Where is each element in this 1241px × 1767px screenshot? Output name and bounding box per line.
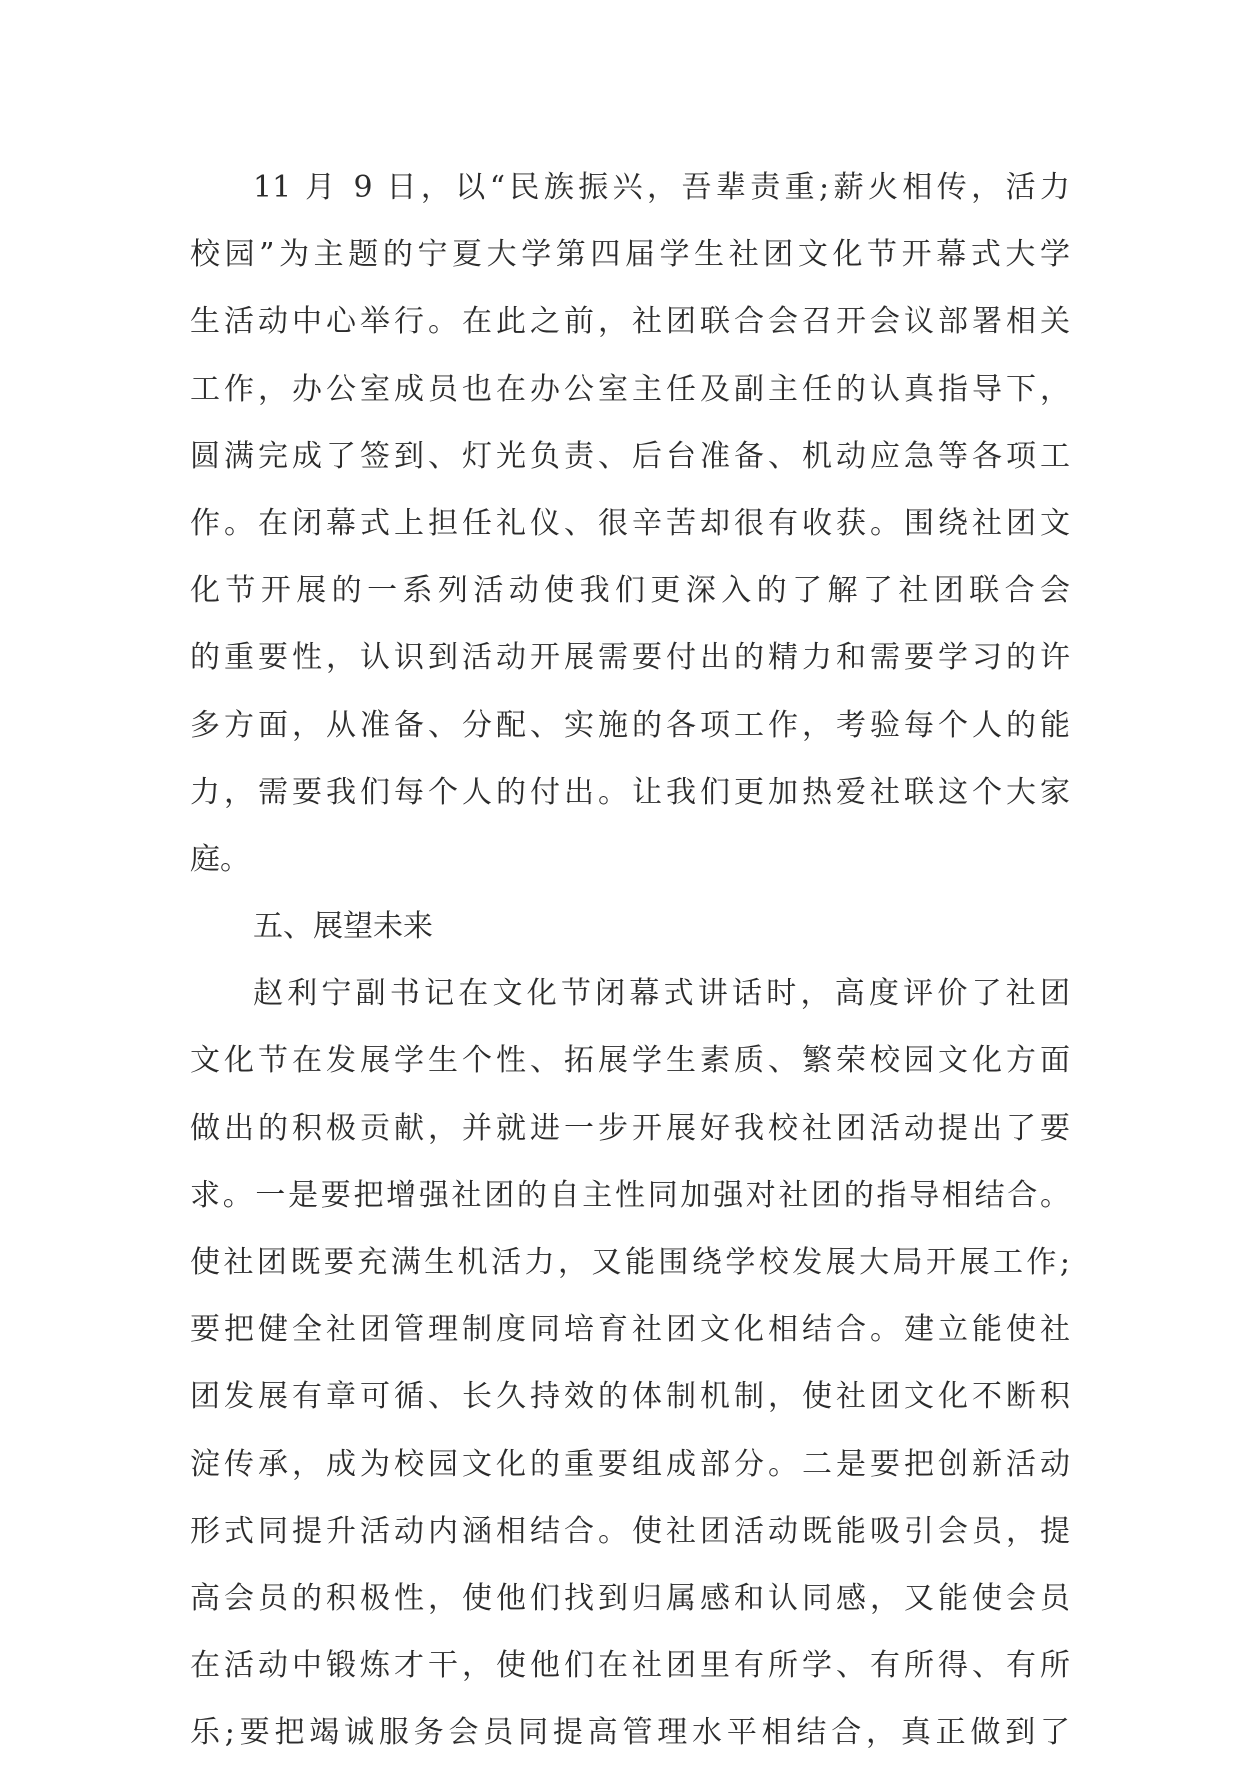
paragraph-line: 求。一是要把增强社团的自主性同加强对社团的指导相结合。 [190, 1177, 1070, 1213]
paragraph-line: 生活动中心举行。在此之前，社团联合会召开会议部署相关 [190, 304, 1070, 340]
paragraph-line: 庭。 [190, 841, 250, 877]
paragraph-line: 使社团既要充满生机活力，又能围绕学校发展大局开展工作; [190, 1245, 1070, 1280]
paragraph-line: 校园”为主题的宁夏大学第四届学生社团文化节开幕式大学 [190, 237, 1070, 273]
paragraph-line: 文化节在发展学生个性、拓展学生素质、繁荣校园文化方面 [190, 1043, 1070, 1079]
paragraph-line: 做出的积极贡献，并就进一步开展好我校社团活动提出了要 [190, 1110, 1070, 1146]
paragraph-line: 高会员的积极性，使他们找到归属感和认同感，又能使会员 [190, 1580, 1070, 1616]
paragraph-line: 淀传承，成为校园文化的重要组成部分。二是要把创新活动 [190, 1446, 1070, 1482]
paragraph-line: 团发展有章可循、长久持效的体制机制，使社团文化不断积 [190, 1379, 1070, 1415]
paragraph-line: 乐;要把竭诚服务会员同提高管理水平相结合，真正做到了 [190, 1715, 1070, 1751]
paragraph-line: 工作，办公室成员也在办公室主任及副主任的认真指导下， [190, 371, 1070, 407]
paragraph-line: 形式同提升活动内涵相结合。使社团活动既能吸引会员，提 [190, 1513, 1070, 1549]
paragraph-line: 在活动中锻炼才干，使他们在社团里有所学、有所得、有所 [190, 1648, 1070, 1684]
paragraph-line: 作。在闭幕式上担任礼仪、很辛苦却很有收获。围绕社团文 [190, 505, 1070, 541]
paragraph-line: 要把健全社团管理制度同培育社团文化相结合。建立能使社 [190, 1312, 1070, 1348]
paragraph-line: 力，需要我们每个人的付出。让我们更加热爱社联这个大家 [190, 774, 1070, 810]
document-page [190, 154, 1070, 1767]
paragraph-line: 多方面，从准备、分配、实施的各项工作，考验每个人的能 [190, 707, 1070, 743]
paragraph-line: 圆满完成了签到、灯光负责、后台准备、机动应急等各项工 [190, 438, 1070, 474]
paragraph-line: 赵利宁副书记在文化节闭幕式讲话时，高度评价了社团 [253, 976, 1070, 1012]
paragraph-line: 化节开展的一系列活动使我们更深入的了解了社团联合会 [190, 573, 1070, 609]
paragraph-line: 的重要性，认识到活动开展需要付出的精力和需要学习的许 [190, 640, 1070, 676]
section-heading: 五、展望未来 [253, 909, 433, 945]
paragraph-line: 11 月 9 日，以“民族振兴，吾辈责重;薪火相传，活力 [253, 170, 1070, 205]
